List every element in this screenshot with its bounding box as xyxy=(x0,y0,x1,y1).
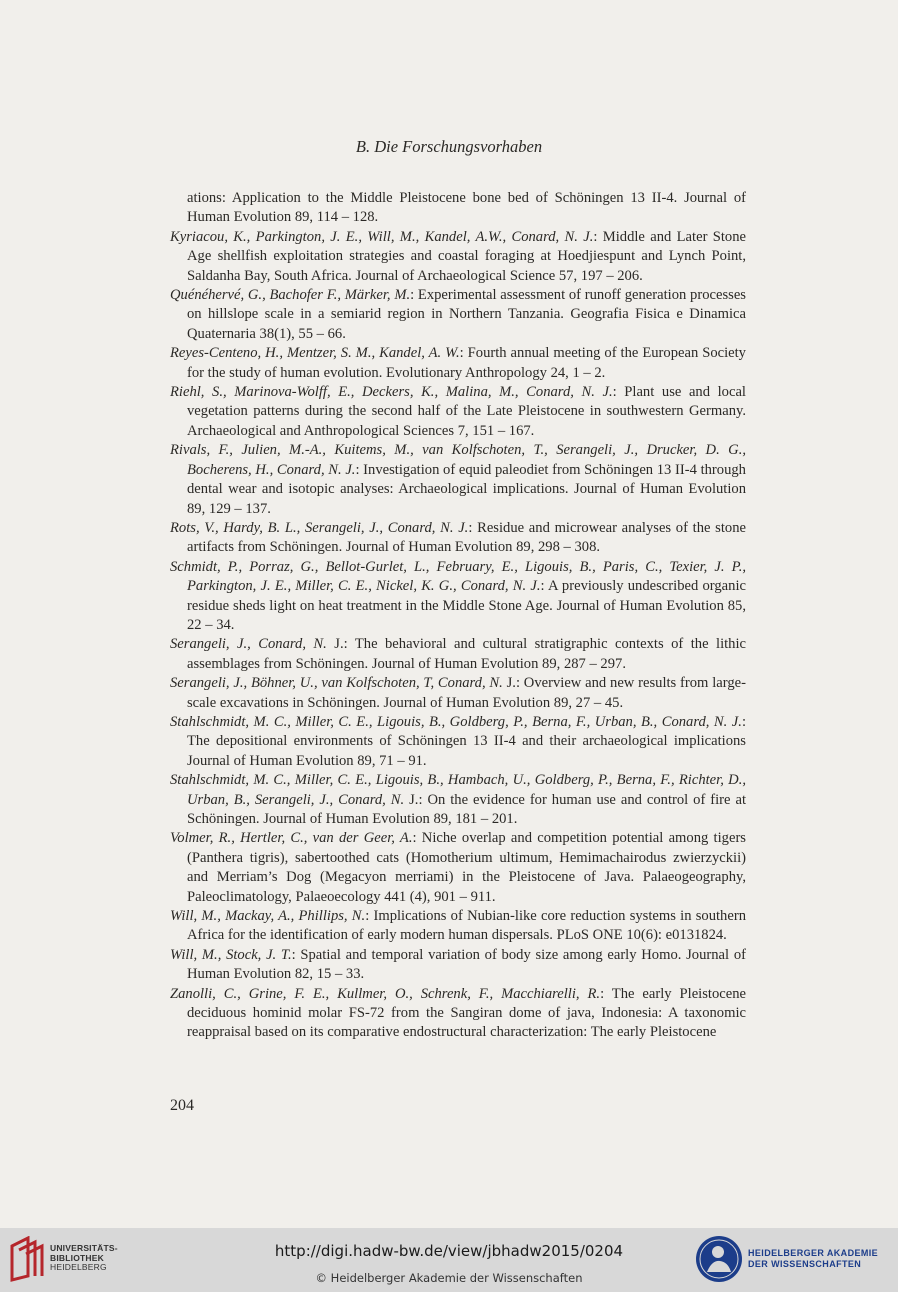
permalink-url[interactable]: http://digi.hadw-bw.de/view/jbhadw2015/0204 xyxy=(274,1242,624,1260)
reference-authors: Riehl, S., Marinova-Wolff, E., Deckers, K., Malina, M., Conard, N. J. xyxy=(170,384,613,401)
reference-entry xyxy=(170,713,746,771)
reference-text: : Residue and microwear analyses of the stone artifacts from Schöningen. Journal of Human Evolution 89, 298 – 308. xyxy=(187,519,746,556)
running-header: B. Die Forschungsvorhaben xyxy=(355,137,543,156)
hadw-line-2: DER WISSENSCHAFTEN xyxy=(748,1259,862,1269)
hadw-seal-icon[interactable] xyxy=(694,1234,744,1284)
reference-authors: Rots, V., Hardy, B. L., Serangeli, J., Conard, N. J. xyxy=(170,519,469,536)
reference-entry xyxy=(170,674,746,713)
reference-text: : The early Pleistocene deciduous hominid molar FS-72 from the Sangiran dome of java, Indonesia: A taxonomic reappraisal based on its comparative endostructural characterization: The early Pleistocene xyxy=(187,985,746,1041)
reference-authors: Stahlschmidt, M. C., Miller, C. E., Ligouis, B., Goldberg, P., Berna, F., Urban, B., Conard, N. J. xyxy=(170,713,742,730)
page-number: 204 xyxy=(170,1097,194,1114)
hadw-line-1: HEIDELBERGER AKADEMIE xyxy=(748,1248,879,1258)
reference-entry xyxy=(170,441,746,519)
reference-text: J.: Overview and new results from large-scale excavations in Schöningen. Journal of Human Evolution 89, 27 – 45. xyxy=(187,675,746,711)
reference-list xyxy=(170,189,746,1043)
ub-line-3: HEIDELBERG xyxy=(50,1262,107,1272)
reference-authors: Schmidt, P., Porraz, G., Bellot-Gurlet, L., February, E., Ligouis, B., Paris, C., Texier, J. P., Parkington, J. E., Miller, C. E., Nickel, K. G., Conard, N. J. xyxy=(170,558,746,595)
hadw-logo-text xyxy=(748,1248,878,1270)
reference-entry xyxy=(170,829,746,907)
reference-entry xyxy=(170,907,746,946)
ub-line-1: UNIVERSITÄTS- xyxy=(50,1243,118,1253)
reference-entry xyxy=(170,558,746,636)
reference-authors: Quénéhervé, G., Bachofer F., Märker, M. xyxy=(170,287,411,304)
reference-entry xyxy=(170,383,746,441)
reference-authors: Volmer, R., Hertler, C., van der Geer, A. xyxy=(170,830,413,847)
reference-text: : Implications of Nubian-like core reduction systems in southern Africa for the identification of early modern human dispersals. PLoS ONE 10(6): e0131824. xyxy=(187,908,746,944)
reference-text: : The depositional environments of Schöningen 13 II-4 and their archaeological implications Journal of Human Evolution 89, 71 – 91. xyxy=(187,713,746,769)
footer-bar xyxy=(0,1228,898,1292)
reference-text: ations: Application to the Middle Pleistocene bone bed of Schöningen 13 II-4. Journal of Human Evolution 89, 114 – 128. xyxy=(187,190,746,226)
reference-authors: Serangeli, J., Conard, N. xyxy=(170,636,327,653)
copyright-notice: © Heidelberger Akademie der Wissenschaften xyxy=(315,1271,583,1285)
reference-entry xyxy=(170,771,746,829)
reference-entry xyxy=(170,519,746,558)
reference-authors: Will, M., Stock, J. T. xyxy=(170,946,292,963)
reference-text: : Investigation of equid paleodiet from Schöningen 13 II-4 through dental wear and isotopic analyses: Archaeological implications. Journal of Human Evolution 89, 129 – 137. xyxy=(187,461,746,517)
reference-authors: Kyriacou, K., Parkington, J. E., Will, M., Kandel, A.W., Conard, N. J. xyxy=(170,228,594,245)
reference-text: J.: The behavioral and cultural stratigraphic contexts of the lithic assemblages from Schöningen. Journal of Human Evolution 89, 287 – 297. xyxy=(187,636,747,672)
reference-authors: Reyes-Centeno, H., Mentzer, S. M., Kandel, A. W. xyxy=(170,345,460,362)
reference-entry xyxy=(170,344,746,383)
reference-authors: Serangeli, J., Böhner, U., van Kolfschoten, T, Conard, N. xyxy=(170,675,503,692)
reference-authors: Will, M., Mackay, A., Phillips, N. xyxy=(170,908,366,925)
reference-text: J.: On the evidence for human use and control of fire at Schöningen. Journal of Human Evolution 89, 181 – 201. xyxy=(187,791,747,827)
reference-text: : Niche overlap and competition potential among tigers (Panthera tigris), sabertoothed cats (Homotherium ultimum, Hemimachairodus zwierzyckii) and Merriam’s Dog (Megacyon merriami) in the Pleistocene of Java. Palaeogeography, Paleoclimatology, Palaeoecology 441 (4), 901 – 911. xyxy=(187,830,746,905)
reference-entry xyxy=(170,228,746,286)
reference-text: : Fourth annual meeting of the European Society for the study of human evolution. Evolutionary Anthropology 24, 1 – 2. xyxy=(187,345,746,381)
reference-entry xyxy=(170,635,746,674)
reference-entry xyxy=(170,946,746,985)
reference-text: : A previously undescribed organic residue sheds light on heat treatment in the Middle Stone Age. Journal of Human Evolution 85, 22 – 34. xyxy=(187,578,746,633)
reference-authors: Stahlschmidt, M. C., Miller, C. E., Ligouis, B., Hambach, U., Goldberg, P., Berna, F., Richter, D., Urban, B., Serangeli, J., Conard, N. xyxy=(170,772,746,808)
reference-text: : Spatial and temporal variation of body size among early Homo. Journal of Human Evolution 82, 15 – 33. xyxy=(187,946,746,983)
reference-text: : Middle and Later Stone Age shellfish exploitation strategies and coastal foraging at Hoedjiespunt and Lynch Point, Saldanha Bay, South Africa. Journal of Archaeological Science 57, 197 – 206. xyxy=(187,228,746,284)
reference-authors: Zanolli, C., Grine, F. E., Kullmer, O., Schrenk, F., Macchiarelli, R. xyxy=(170,985,601,1002)
reference-text: : Experimental assessment of runoff generation processes on hillslope scale in a semiarid region in Northern Tanzania. Geografia Fisica e Dinamica Quaternaria 38(1), 55 – 66. xyxy=(187,287,746,342)
reference-entry xyxy=(170,189,746,228)
reference-entry xyxy=(170,985,746,1043)
reference-entry xyxy=(170,286,746,344)
ub-line-2: BIBLIOTHEK xyxy=(50,1252,104,1263)
reference-text: : Plant use and local vegetation patterns during the second half of the Late Pleistocene in southwestern Germany. Archaeological and Anthropological Sciences 7, 151 – 167. xyxy=(187,384,746,439)
reference-authors: Rivals, F., Julien, M.-A., Kuitems, M., van Kolfschoten, T., Serangeli, J., Drucker, D. G., Bocherens, H., Conard, N. J. xyxy=(170,442,746,478)
